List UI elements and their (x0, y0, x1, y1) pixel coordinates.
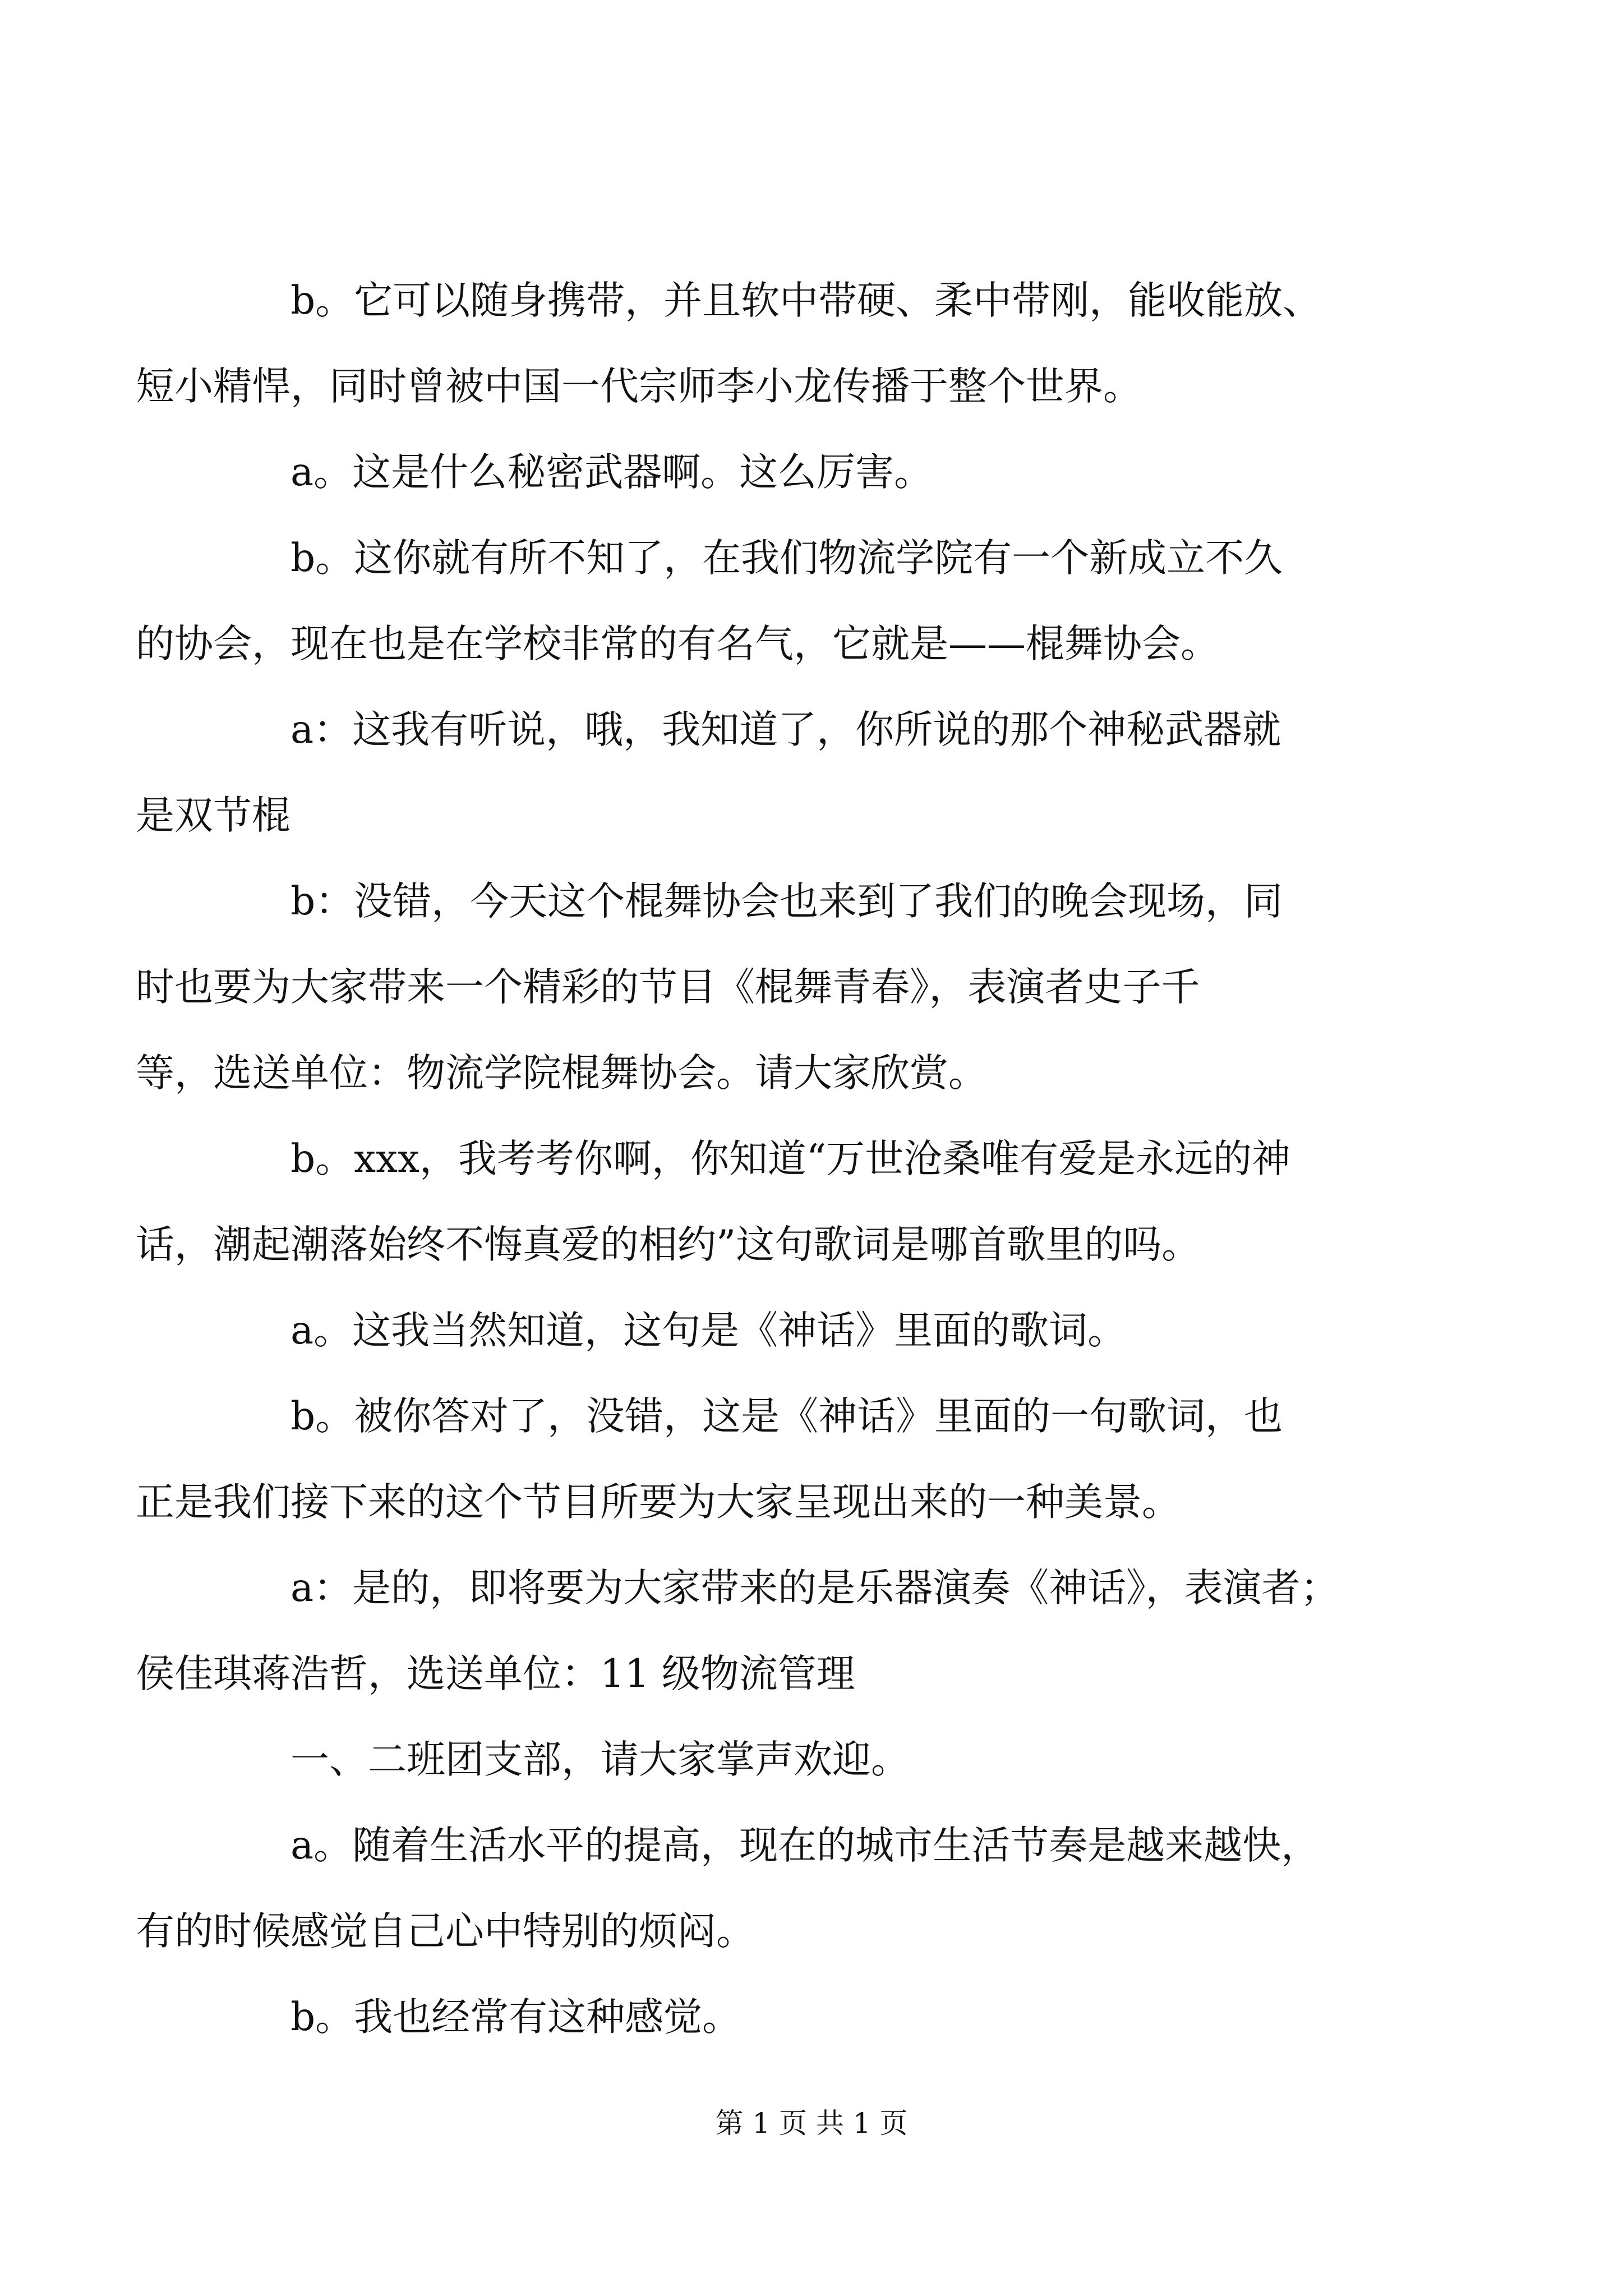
text-line: 有的时候感觉自己心中特别的烦闷。 (136, 1909, 755, 1954)
paragraph (136, 1116, 1419, 1288)
text-line: 短小精悍，同时曾被中国一代宗师李小龙传播于整个世界。 (136, 364, 1142, 409)
paragraph (136, 258, 1419, 430)
paragraph (136, 1374, 1419, 1545)
text-line: 等，选送单位：物流学院棍舞协会。请大家欣赏。 (136, 1051, 987, 1096)
text-line: b。xxx，我考考你啊，你知道“万世沧桑唯有爱是永远的神 (291, 1137, 1291, 1181)
paragraph (213, 1717, 1419, 1803)
paragraph (136, 516, 1419, 687)
paragraph (136, 687, 1419, 859)
text-line: b。这你就有所不知了，在我们物流学院有一个新成立不久 (291, 536, 1283, 581)
text-line: a：是的，即将要为大家带来的是乐器演奏《神话》，表演者； (291, 1566, 1339, 1611)
text-line: b。我也经常有这种感觉。 (291, 1995, 741, 2040)
paragraph (136, 1803, 1419, 1975)
text-line: a。随着生活水平的提高，现在的城市生活节奏是越来越快， (291, 1823, 1320, 1868)
paragraph (136, 1545, 1419, 1717)
text-line: 话，潮起潮落始终不悔真爱的相约”这句歌词是哪首歌里的吗。 (136, 1222, 1201, 1267)
text-line: 一、二班团支部，请大家掌声欢迎。 (291, 1737, 910, 1782)
paragraph (136, 859, 1419, 1116)
paragraph (213, 430, 1419, 516)
paragraph (213, 1288, 1419, 1374)
text-line: a：这我有听说，哦，我知道了，你所说的那个神秘武器就 (291, 707, 1281, 752)
text-line: b：没错，今天这个棍舞协会也来到了我们的晚会现场，同 (291, 879, 1283, 924)
text-line: a。这是什么秘密武器啊。这么厉害。 (291, 450, 933, 495)
page-footer: 第 1 页 共 1 页 (715, 2107, 908, 2139)
text-line: a。这我当然知道，这句是《神话》里面的歌词。 (291, 1308, 1127, 1353)
text-line: 侯佳琪蒋浩哲，选送单位：11 级物流管理 (136, 1651, 855, 1696)
text-line: 时也要为大家带来一个精彩的节目《棍舞青春》，表演者史子千 (136, 965, 1200, 1010)
text-line: b。被你答对了，没错，这是《神话》里面的一句歌词，也 (291, 1394, 1283, 1439)
text-line: 正是我们接下来的这个节目所要为大家呈现出来的一种美景。 (136, 1480, 1181, 1525)
text-line: 的协会，现在也是在学校非常的有名气，它就是——棍舞协会。 (136, 622, 1219, 666)
document-body (136, 258, 1419, 2060)
paragraph (213, 1975, 1419, 2060)
text-line: 是双节棍 (136, 793, 291, 838)
text-line: b。它可以随身携带，并且软中带硬、柔中带刚，能收能放、 (291, 278, 1322, 323)
